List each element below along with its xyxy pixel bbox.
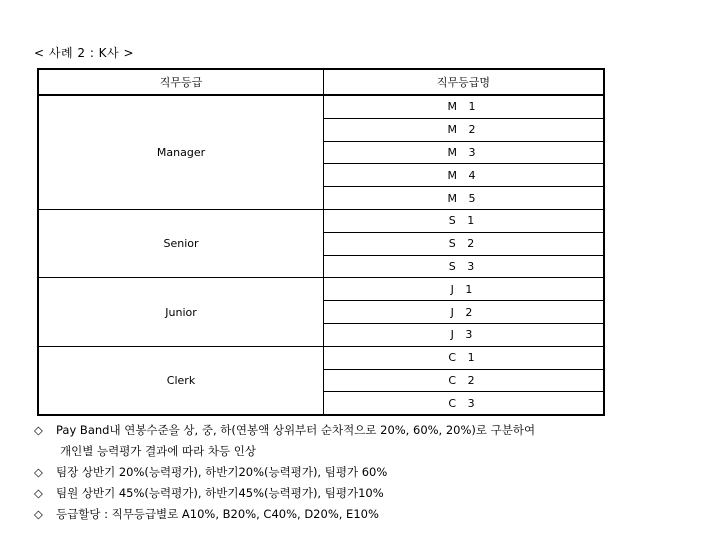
diamond-bullet-icon: ◇ bbox=[34, 486, 43, 500]
case-title: < 사례 2 : K사 > bbox=[34, 46, 135, 60]
grade-code: M 4 bbox=[324, 164, 605, 187]
header-job-grade: 직무등급 bbox=[38, 69, 324, 95]
grade-code: J 2 bbox=[324, 301, 605, 324]
note-item bbox=[34, 504, 535, 525]
table-row bbox=[38, 346, 604, 369]
group-manager: Manager bbox=[38, 95, 324, 209]
grade-code: C 2 bbox=[324, 369, 605, 392]
grade-code: J 3 bbox=[324, 323, 605, 346]
grade-code: M 2 bbox=[324, 118, 605, 141]
table-row bbox=[38, 278, 604, 301]
grade-code: C 3 bbox=[324, 392, 605, 415]
grade-code: S 2 bbox=[324, 232, 605, 255]
grade-code: M 5 bbox=[324, 187, 605, 210]
job-grade-table bbox=[37, 68, 605, 416]
group-junior: Junior bbox=[38, 278, 324, 346]
note-continuation: 개인별 능력평가 결과에 따라 차등 인상 bbox=[60, 444, 257, 458]
group-senior: Senior bbox=[38, 209, 324, 277]
table-row bbox=[38, 95, 604, 118]
group-clerk: Clerk bbox=[38, 346, 324, 415]
note-item bbox=[34, 483, 535, 504]
diamond-bullet-icon: ◇ bbox=[34, 507, 43, 521]
diamond-bullet-icon: ◇ bbox=[34, 465, 43, 479]
table-row bbox=[38, 209, 604, 232]
note-item bbox=[34, 420, 535, 441]
table-header-row bbox=[38, 69, 604, 95]
grade-code: M 1 bbox=[324, 95, 605, 118]
grade-code: M 3 bbox=[324, 141, 605, 164]
grade-code: S 1 bbox=[324, 209, 605, 232]
notes-list bbox=[34, 420, 535, 525]
grade-code: J 1 bbox=[324, 278, 605, 301]
header-job-grade-name: 직무등급명 bbox=[324, 69, 605, 95]
note-text: Pay Band내 연봉수준을 상, 중, 하(연봉액 상위부터 순차적으로 20%, 60%, 20%)로 구분하여 bbox=[56, 423, 536, 437]
diamond-bullet-icon: ◇ bbox=[34, 423, 43, 437]
grade-code: S 3 bbox=[324, 255, 605, 278]
grade-code: C 1 bbox=[324, 346, 605, 369]
note-item bbox=[34, 462, 535, 483]
note-text: 팀장 상반기 20%(능력평가), 하반기20%(능력평가), 팀평가 60% bbox=[56, 465, 388, 479]
note-text: 등급할당 : 직무등급별로 A10%, B20%, C40%, D20%, E10% bbox=[56, 507, 379, 521]
note-text: 팀원 상반기 45%(능력평가), 하반기45%(능력평가), 팀평가10% bbox=[56, 486, 384, 500]
